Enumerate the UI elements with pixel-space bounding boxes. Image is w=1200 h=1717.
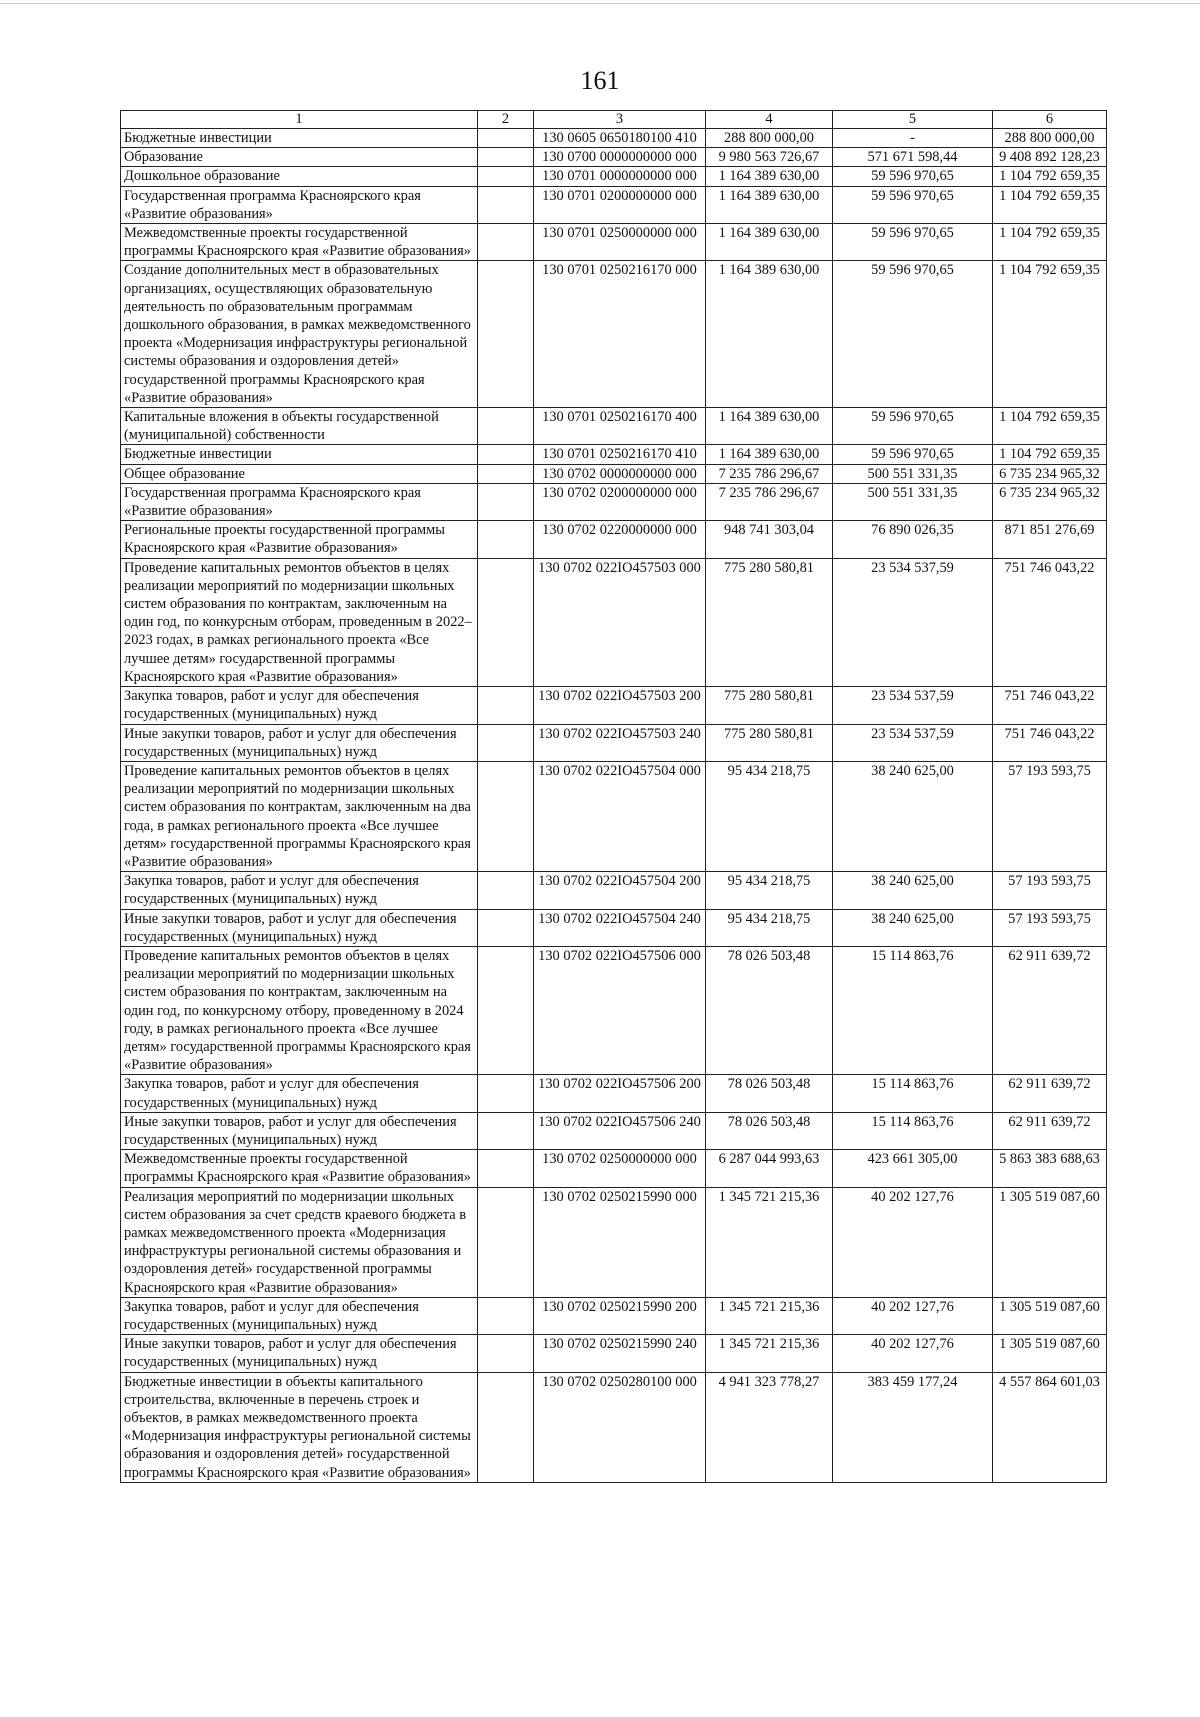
- row-col2-cell: [478, 1187, 534, 1297]
- row-value-col6: 9 408 892 128,23: [993, 148, 1107, 167]
- column-header-5: 5: [833, 111, 993, 129]
- row-code-cell: 130 0702 0250215990 000: [534, 1187, 706, 1297]
- table-row: [121, 1150, 1107, 1187]
- row-col2-cell: [478, 129, 534, 148]
- row-col2-cell: [478, 1297, 534, 1334]
- row-name-cell: Дошкольное образование: [121, 167, 478, 186]
- row-value-col5: 40 202 127,76: [833, 1297, 993, 1334]
- row-value-col4: 288 800 000,00: [706, 129, 833, 148]
- table-row: [121, 186, 1107, 223]
- column-header-2: 2: [478, 111, 534, 129]
- row-code-cell: 130 0702 022IO457506 240: [534, 1112, 706, 1149]
- row-value-col4: 4 941 323 778,27: [706, 1372, 833, 1482]
- row-value-col5: 15 114 863,76: [833, 946, 993, 1074]
- table-row: [121, 148, 1107, 167]
- row-value-col6: 57 193 593,75: [993, 872, 1107, 909]
- row-col2-cell: [478, 464, 534, 483]
- row-col2-cell: [478, 1112, 534, 1149]
- column-header-4: 4: [706, 111, 833, 129]
- row-value-col6: 62 911 639,72: [993, 1112, 1107, 1149]
- row-value-col6: 1 305 519 087,60: [993, 1297, 1107, 1334]
- row-code-cell: 130 0605 0650180100 410: [534, 129, 706, 148]
- row-code-cell: 130 0701 0250216170 410: [534, 445, 706, 464]
- row-col2-cell: [478, 261, 534, 408]
- row-value-col6: 4 557 864 601,03: [993, 1372, 1107, 1482]
- row-value-col6: 62 911 639,72: [993, 1075, 1107, 1112]
- row-value-col5: 383 459 177,24: [833, 1372, 993, 1482]
- row-code-cell: 130 0702 022IO457503 200: [534, 687, 706, 724]
- row-name-cell: Проведение капитальных ремонтов объектов в целях реализации мероприятий по модернизации школьных систем образования по контрактам, заключенным на один год, по конкурсным отборам, проведенным в 2022–2023 годах, в рамках регионального проекта «Все лучшее детям» государственной программы Красноярского края «Развитие образования»: [121, 558, 478, 686]
- budget-table: [120, 110, 1107, 1483]
- row-code-cell: 130 0701 0250216170 000: [534, 261, 706, 408]
- row-code-cell: 130 0702 0220000000 000: [534, 521, 706, 558]
- row-code-cell: 130 0702 022IO457503 000: [534, 558, 706, 686]
- row-name-cell: Образование: [121, 148, 478, 167]
- row-name-cell: Региональные проекты государственной программы Красноярского края «Развитие образования»: [121, 521, 478, 558]
- row-value-col5: 59 596 970,65: [833, 186, 993, 223]
- row-value-col6: 5 863 383 688,63: [993, 1150, 1107, 1187]
- row-col2-cell: [478, 558, 534, 686]
- row-col2-cell: [478, 909, 534, 946]
- column-header-1: 1: [121, 111, 478, 129]
- row-value-col6: 288 800 000,00: [993, 129, 1107, 148]
- table-row: [121, 464, 1107, 483]
- row-value-col4: 948 741 303,04: [706, 521, 833, 558]
- row-name-cell: Иные закупки товаров, работ и услуг для обеспечения государственных (муниципальных) нужд: [121, 724, 478, 761]
- row-value-col6: 751 746 043,22: [993, 687, 1107, 724]
- row-col2-cell: [478, 946, 534, 1074]
- row-value-col5: 76 890 026,35: [833, 521, 993, 558]
- row-value-col6: 1 104 792 659,35: [993, 167, 1107, 186]
- table-row: [121, 483, 1107, 520]
- row-value-col5: -: [833, 129, 993, 148]
- row-col2-cell: [478, 408, 534, 445]
- row-value-col5: 500 551 331,35: [833, 483, 993, 520]
- row-code-cell: 130 0702 0250000000 000: [534, 1150, 706, 1187]
- row-value-col4: 9 980 563 726,67: [706, 148, 833, 167]
- row-col2-cell: [478, 483, 534, 520]
- table-row: [121, 1297, 1107, 1334]
- row-code-cell: 130 0701 0250216170 400: [534, 408, 706, 445]
- row-value-col4: 7 235 786 296,67: [706, 483, 833, 520]
- table-body: [121, 129, 1107, 1483]
- row-value-col4: 775 280 580,81: [706, 558, 833, 686]
- row-value-col6: 1 104 792 659,35: [993, 186, 1107, 223]
- row-name-cell: Государственная программа Красноярского края «Развитие образования»: [121, 483, 478, 520]
- row-value-col4: 1 164 389 630,00: [706, 445, 833, 464]
- row-value-col5: 38 240 625,00: [833, 761, 993, 871]
- row-value-col4: 1 345 721 215,36: [706, 1297, 833, 1334]
- row-value-col6: 57 193 593,75: [993, 761, 1107, 871]
- table-row: [121, 724, 1107, 761]
- row-code-cell: 130 0702 022IO457503 240: [534, 724, 706, 761]
- row-code-cell: 130 0702 022IO457504 200: [534, 872, 706, 909]
- row-code-cell: 130 0702 0200000000 000: [534, 483, 706, 520]
- row-code-cell: 130 0702 022IO457504 240: [534, 909, 706, 946]
- row-value-col4: 7 235 786 296,67: [706, 464, 833, 483]
- row-value-col5: 40 202 127,76: [833, 1187, 993, 1297]
- row-value-col6: 62 911 639,72: [993, 946, 1107, 1074]
- row-name-cell: Иные закупки товаров, работ и услуг для обеспечения государственных (муниципальных) нужд: [121, 1335, 478, 1372]
- table-row: [121, 521, 1107, 558]
- row-name-cell: Создание дополнительных мест в образовательных организациях, осуществляющих образовательную деятельность по образовательным программам дошкольного образования, в рамках межведомственного проекта «Модернизация инфраструктуры региональной системы образования и оздоровления детей» государственной программы Красноярского края «Развитие образования»: [121, 261, 478, 408]
- row-value-col5: 23 534 537,59: [833, 687, 993, 724]
- row-code-cell: 130 0701 0200000000 000: [534, 186, 706, 223]
- row-name-cell: Межведомственные проекты государственной программы Красноярского края «Развитие образования»: [121, 1150, 478, 1187]
- row-value-col5: 23 534 537,59: [833, 724, 993, 761]
- table-row: [121, 558, 1107, 686]
- row-value-col4: 6 287 044 993,63: [706, 1150, 833, 1187]
- row-name-cell: Проведение капитальных ремонтов объектов в целях реализации мероприятий по модернизации школьных систем образования по контрактам, заключенным на два года, в рамках регионального проекта «Все лучшее детям» государственной программы Красноярского края «Развитие образования»: [121, 761, 478, 871]
- row-col2-cell: [478, 1372, 534, 1482]
- row-value-col6: 1 104 792 659,35: [993, 261, 1107, 408]
- row-value-col5: 423 661 305,00: [833, 1150, 993, 1187]
- row-name-cell: Проведение капитальных ремонтов объектов в целях реализации мероприятий по модернизации школьных систем образования по контрактам, заключенным на один год, по конкурсному отбору, проведенному в 2024 году, в рамках регионального проекта «Все лучшее детям» государственной программы Красноярского края «Развитие образования»: [121, 946, 478, 1074]
- row-code-cell: 130 0700 0000000000 000: [534, 148, 706, 167]
- row-col2-cell: [478, 167, 534, 186]
- row-name-cell: Закупка товаров, работ и услуг для обеспечения государственных (муниципальных) нужд: [121, 872, 478, 909]
- row-value-col4: 95 434 218,75: [706, 872, 833, 909]
- table-row: [121, 687, 1107, 724]
- row-name-cell: Общее образование: [121, 464, 478, 483]
- table-row: [121, 167, 1107, 186]
- table-row: [121, 1372, 1107, 1482]
- row-value-col5: 38 240 625,00: [833, 909, 993, 946]
- row-name-cell: Реализация мероприятий по модернизации школьных систем образования за счет средств краевого бюджета в рамках межведомственного проекта «Модернизация инфраструктуры региональной системы образования и оздоровления детей» государственной программы Красноярского края «Развитие образования»: [121, 1187, 478, 1297]
- row-code-cell: 130 0701 0000000000 000: [534, 167, 706, 186]
- row-name-cell: Государственная программа Красноярского края «Развитие образования»: [121, 186, 478, 223]
- row-value-col5: 40 202 127,76: [833, 1335, 993, 1372]
- row-name-cell: Иные закупки товаров, работ и услуг для обеспечения государственных (муниципальных) нужд: [121, 1112, 478, 1149]
- row-value-col6: 751 746 043,22: [993, 724, 1107, 761]
- row-code-cell: 130 0702 022IO457504 000: [534, 761, 706, 871]
- row-name-cell: Капитальные вложения в объекты государственной (муниципальной) собственности: [121, 408, 478, 445]
- row-code-cell: 130 0702 0250215990 240: [534, 1335, 706, 1372]
- row-name-cell: Закупка товаров, работ и услуг для обеспечения государственных (муниципальных) нужд: [121, 1297, 478, 1334]
- row-value-col6: 6 735 234 965,32: [993, 464, 1107, 483]
- row-name-cell: Бюджетные инвестиции: [121, 445, 478, 464]
- table-row: [121, 946, 1107, 1074]
- table-row: [121, 224, 1107, 261]
- row-name-cell: Бюджетные инвестиции в объекты капитального строительства, включенные в перечень строек и объектов, в рамках межведомственного проекта «Модернизация инфраструктуры региональной системы образования и оздоровления детей» государственной программы Красноярского края «Развитие образования»: [121, 1372, 478, 1482]
- row-value-col6: 751 746 043,22: [993, 558, 1107, 686]
- table-row: [121, 445, 1107, 464]
- row-value-col5: 15 114 863,76: [833, 1075, 993, 1112]
- row-name-cell: Межведомственные проекты государственной программы Красноярского края «Развитие образования»: [121, 224, 478, 261]
- row-value-col6: 1 104 792 659,35: [993, 408, 1107, 445]
- row-col2-cell: [478, 1075, 534, 1112]
- row-value-col6: 871 851 276,69: [993, 521, 1107, 558]
- row-value-col4: 1 164 389 630,00: [706, 261, 833, 408]
- row-value-col4: 1 345 721 215,36: [706, 1187, 833, 1297]
- row-col2-cell: [478, 872, 534, 909]
- header-row: [121, 111, 1107, 129]
- row-value-col4: 78 026 503,48: [706, 946, 833, 1074]
- table-row: [121, 1187, 1107, 1297]
- row-value-col4: 1 164 389 630,00: [706, 186, 833, 223]
- row-value-col4: 1 345 721 215,36: [706, 1335, 833, 1372]
- row-col2-cell: [478, 687, 534, 724]
- row-value-col5: 59 596 970,65: [833, 224, 993, 261]
- column-header-3: 3: [534, 111, 706, 129]
- row-code-cell: 130 0702 022IO457506 200: [534, 1075, 706, 1112]
- row-name-cell: Бюджетные инвестиции: [121, 129, 478, 148]
- row-value-col6: 1 305 519 087,60: [993, 1335, 1107, 1372]
- row-code-cell: 130 0702 022IO457506 000: [534, 946, 706, 1074]
- row-value-col6: 1 305 519 087,60: [993, 1187, 1107, 1297]
- row-code-cell: 130 0702 0250280100 000: [534, 1372, 706, 1482]
- row-name-cell: Закупка товаров, работ и услуг для обеспечения государственных (муниципальных) нужд: [121, 687, 478, 724]
- row-code-cell: 130 0702 0000000000 000: [534, 464, 706, 483]
- row-value-col4: 1 164 389 630,00: [706, 224, 833, 261]
- row-col2-cell: [478, 148, 534, 167]
- row-value-col5: 59 596 970,65: [833, 167, 993, 186]
- row-value-col4: 95 434 218,75: [706, 909, 833, 946]
- table-row: [121, 1335, 1107, 1372]
- table-row: [121, 261, 1107, 408]
- table-row: [121, 1112, 1107, 1149]
- row-value-col4: 775 280 580,81: [706, 724, 833, 761]
- row-value-col5: 59 596 970,65: [833, 408, 993, 445]
- table-row: [121, 129, 1107, 148]
- row-col2-cell: [478, 445, 534, 464]
- row-value-col4: 1 164 389 630,00: [706, 408, 833, 445]
- row-value-col6: 6 735 234 965,32: [993, 483, 1107, 520]
- row-value-col5: 571 671 598,44: [833, 148, 993, 167]
- table-row: [121, 1075, 1107, 1112]
- row-name-cell: Закупка товаров, работ и услуг для обеспечения государственных (муниципальных) нужд: [121, 1075, 478, 1112]
- row-col2-cell: [478, 186, 534, 223]
- scan-edge-line: [0, 3, 1200, 4]
- row-code-cell: 130 0701 0250000000 000: [534, 224, 706, 261]
- row-value-col6: 1 104 792 659,35: [993, 445, 1107, 464]
- row-col2-cell: [478, 761, 534, 871]
- table-row: [121, 761, 1107, 871]
- row-code-cell: 130 0702 0250215990 200: [534, 1297, 706, 1334]
- row-value-col4: 95 434 218,75: [706, 761, 833, 871]
- table-row: [121, 408, 1107, 445]
- row-value-col4: 78 026 503,48: [706, 1112, 833, 1149]
- row-value-col5: 59 596 970,65: [833, 261, 993, 408]
- row-value-col4: 775 280 580,81: [706, 687, 833, 724]
- table-row: [121, 872, 1107, 909]
- row-name-cell: Иные закупки товаров, работ и услуг для обеспечения государственных (муниципальных) нужд: [121, 909, 478, 946]
- row-col2-cell: [478, 224, 534, 261]
- row-col2-cell: [478, 724, 534, 761]
- row-col2-cell: [478, 521, 534, 558]
- row-value-col5: 23 534 537,59: [833, 558, 993, 686]
- row-value-col4: 78 026 503,48: [706, 1075, 833, 1112]
- row-value-col4: 1 164 389 630,00: [706, 167, 833, 186]
- table-row: [121, 909, 1107, 946]
- row-value-col5: 15 114 863,76: [833, 1112, 993, 1149]
- row-value-col5: 500 551 331,35: [833, 464, 993, 483]
- row-col2-cell: [478, 1150, 534, 1187]
- page-number: 161: [580, 66, 620, 95]
- row-value-col6: 57 193 593,75: [993, 909, 1107, 946]
- row-col2-cell: [478, 1335, 534, 1372]
- row-value-col5: 59 596 970,65: [833, 445, 993, 464]
- row-value-col6: 1 104 792 659,35: [993, 224, 1107, 261]
- column-header-6: 6: [993, 111, 1107, 129]
- row-value-col5: 38 240 625,00: [833, 872, 993, 909]
